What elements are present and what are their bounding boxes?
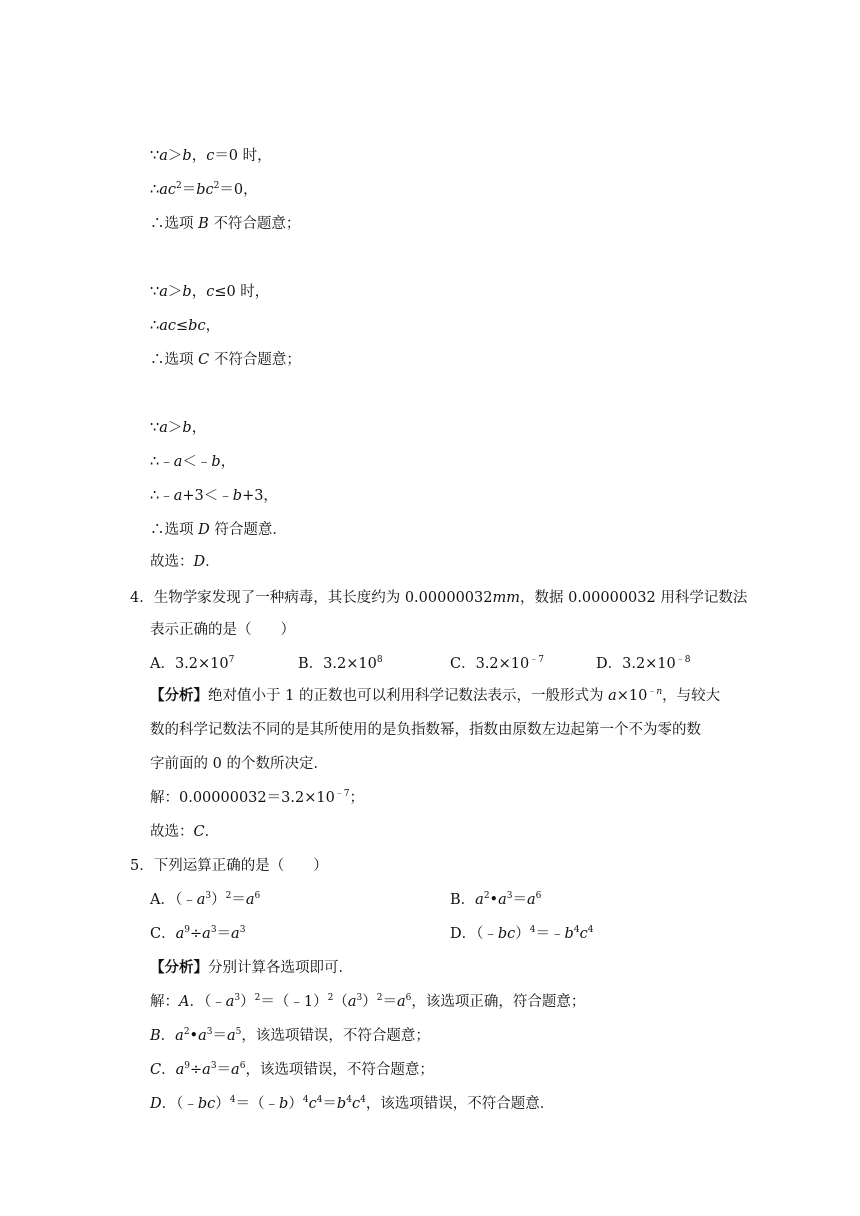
q4-analysis-line-2: 数的科学记数法不同的是其所使用的是负指数幂，指数由原数左边起第一个不为零的数	[150, 722, 701, 738]
solution-line-7: ∵a＞b，	[150, 420, 207, 436]
q5-option-b: B．$a^2•a^3=a^6$	[450, 891, 542, 908]
q4-stem-line-1: 4．生物学家发现了一种病毒，其长度约为 0.00000032mm，数据 0.00000032 用科学记数法	[130, 590, 748, 606]
q4-option-d: D．$3.2\times 10^{﹣8}$	[596, 655, 691, 672]
q5-analysis: 【分析】分别计算各选项即可．	[150, 959, 353, 976]
q4-solution-line: 解：$0.00000032=3.2\times 10^{﹣7}$；	[150, 789, 365, 806]
q4-analysis-line-1: 【分析】绝对值小于 1 的正数也可以利用科学记数法表示，一般形式为 $a\times 10^{﹣n}$，与较大	[150, 687, 721, 704]
solution-line-5: ∴ac≤bc，	[150, 318, 221, 334]
q4-option-a: A．$3.2\times 10^7$	[150, 655, 235, 672]
q5-solution-c: C．$a^9\div a^3=a^6$，该选项错误，不符合题意；	[150, 1061, 434, 1078]
q4-option-c: C．$3.2\times 10^{﹣7}$	[450, 655, 544, 672]
q4-stem-line-2: 表示正确的是（ ）	[150, 622, 295, 638]
solution-line-3: ∴选项 B 不符合题意；	[150, 216, 301, 232]
q5-stem: 5．下列运算正确的是（ ）	[130, 858, 328, 874]
q4-option-b: B．$3.2\times 10^8$	[298, 655, 383, 672]
q5-solution-b: B．$a^2•a^3=a^5$，该选项错误，不符合题意；	[150, 1027, 430, 1044]
q5-option-a: A．$(﹣a^3)^2=a^6$	[150, 891, 261, 908]
q5-solution-a: 解：A．$(﹣a^3)^2=(﹣1)^2(a^3)^2=a^6$，该选项正确，符合题意；	[150, 993, 586, 1010]
solution-line-10: ∴选项 D 符合题意．	[150, 522, 287, 538]
solution-line-9: ∴﹣a+3＜﹣b+3，	[150, 488, 278, 504]
q5-solution-d: D．$(﹣bc)^4=(﹣b)^4c^4=b^4c^4$，该选项错误，不符合题意．	[150, 1095, 555, 1112]
q4-answer-line: 故选：C．	[150, 824, 220, 840]
solution-line-8: ∴﹣a＜﹣b，	[150, 454, 236, 470]
q4-analysis-line-3: 字前面的 0 的个数所决定．	[150, 756, 328, 772]
solution-line-1: ∵a＞b，c＝0 时，	[150, 148, 272, 164]
solution-line-2: $\therefore ac^2=bc^2=0$，	[150, 181, 258, 198]
solution-line-6: ∴选项 C 不符合题意；	[150, 352, 301, 368]
q5-option-c: C．$a^9\div a^3=a^3$	[150, 925, 246, 942]
solution-line-11: 故选：D．	[150, 554, 220, 570]
solution-line-4: ∵a＞b，c≤0 时，	[150, 284, 270, 300]
q5-option-d: D．$(﹣bc)^4=﹣b^4c^4$	[450, 925, 594, 942]
